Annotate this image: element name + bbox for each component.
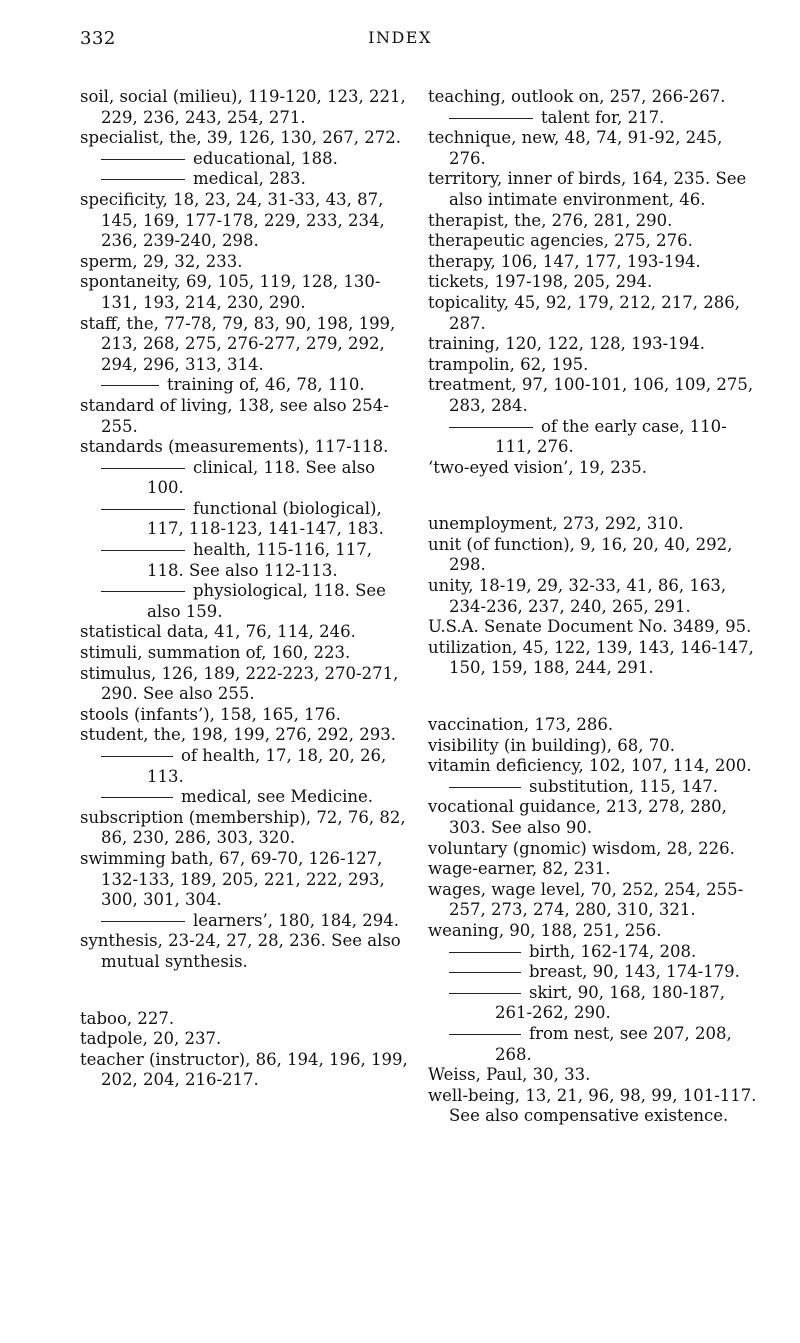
entry-text: tadpole, 20, 237.: [80, 1029, 222, 1049]
entry-text: breast, 90, 143, 174-179.: [529, 962, 740, 982]
entry-text: student, the, 198, 199, 276, 292, 293.: [80, 725, 396, 745]
index-subentry: [80, 499, 410, 540]
index-entry: [428, 880, 758, 921]
index-subentry: [428, 942, 758, 963]
repeat-dash: [101, 385, 159, 386]
repeat-dash: [101, 550, 185, 551]
index-subentry: [80, 581, 410, 622]
repeat-dash: [101, 756, 173, 757]
entry-text: U.S.A. Senate Document No. 3489, 95.: [428, 617, 752, 637]
entry-text: stimulus, 126, 189, 222-223, 270-271, 290. See also 255.: [80, 663, 399, 704]
entry-text: standard of living, 138, see also 254-255.: [80, 395, 389, 436]
entry-text: voluntary (gnomic) wisdom, 28, 226.: [428, 838, 735, 858]
entry-text: talent for, 217.: [541, 107, 665, 127]
entry-text: functional (biological), 117, 118-123, 141-147, 183.: [147, 498, 384, 539]
entry-text: utilization, 45, 122, 139, 143, 146-147, 150, 159, 188, 244, 291.: [428, 637, 754, 678]
index-subentry: [80, 375, 410, 396]
index-entry: [428, 1086, 758, 1127]
entry-text: educational, 188.: [193, 148, 338, 168]
entry-text: medical, 283.: [193, 169, 306, 189]
entry-text: specialist, the, 39, 126, 130, 267, 272.: [80, 128, 401, 148]
repeat-dash: [449, 427, 533, 428]
index-entry: [428, 839, 758, 860]
repeat-dash: [449, 993, 521, 994]
index-entry: [428, 756, 758, 777]
entry-text: wage-earner, 82, 231.: [428, 859, 611, 879]
index-entry: [80, 190, 410, 252]
entry-text: unity, 18-19, 29, 32-33, 41, 86, 163, 234-236, 237, 240, 265, 291.: [428, 576, 727, 616]
index-subentry: [428, 777, 758, 798]
entry-text: training of, 46, 78, 110.: [167, 375, 365, 395]
index-entry: [428, 458, 758, 479]
index-subentry: [428, 417, 758, 458]
page-header: [0, 28, 800, 58]
entry-text: vocational guidance, 213, 278, 280, 303. See also 90.: [428, 797, 727, 837]
entry-text: of the early case, 110-111, 276.: [495, 416, 727, 457]
index-subentry: [80, 149, 410, 170]
repeat-dash: [449, 972, 521, 973]
entry-text: well-being, 13, 21, 96, 98, 99, 101-117. See also compensative existence.: [428, 1085, 757, 1126]
index-entry: [80, 272, 410, 313]
entry-text: swimming bath, 67, 69-70, 126-127, 132-133, 189, 205, 221, 222, 293, 300, 301, 304.: [80, 848, 385, 910]
entry-text: weaning, 90, 188, 251, 256.: [428, 920, 662, 940]
entry-text: subscription (membership), 72, 76, 82, 86, 230, 286, 303, 320.: [80, 807, 406, 848]
index-subentry: [428, 108, 758, 129]
repeat-dash: [101, 159, 185, 160]
index-subentry: [80, 458, 410, 499]
index-entry: [428, 638, 758, 679]
index-subentry: [80, 169, 410, 190]
index-entry: [80, 252, 410, 273]
index-entry: [428, 231, 758, 252]
repeat-dash: [101, 509, 185, 510]
index-entry: [80, 1050, 410, 1091]
index-entry: [428, 736, 758, 757]
entry-text: unit (of function), 9, 16, 20, 40, 292, 298.: [428, 534, 733, 575]
entry-text: vitamin deficiency, 102, 107, 114, 200.: [428, 756, 752, 776]
index-entry: [428, 169, 758, 210]
entry-text: tickets, 197-198, 205, 294.: [428, 272, 653, 292]
index-entry: [428, 921, 758, 942]
entry-text: of health, 17, 18, 20, 26, 113.: [147, 746, 387, 786]
index-entry: [80, 664, 410, 705]
repeat-dash: [101, 179, 185, 180]
index-entry: [80, 808, 410, 849]
repeat-dash: [449, 118, 533, 119]
index-entry: [80, 705, 410, 726]
repeat-dash: [449, 787, 521, 788]
index-entry: [80, 622, 410, 643]
entry-text: medical, see Medicine.: [181, 787, 373, 807]
index-entry: [428, 87, 758, 108]
entry-text: taboo, 227.: [80, 1008, 175, 1028]
entry-text: birth, 162-174, 208.: [529, 941, 697, 961]
index-subentry: [80, 911, 410, 932]
entry-text: clinical, 118. See also 100.: [147, 457, 376, 498]
index-entry: [428, 252, 758, 273]
entry-text: stimuli, summation of, 160, 223.: [80, 643, 351, 663]
entry-text: unemployment, 273, 292, 310.: [428, 514, 684, 534]
index-entry: [80, 87, 410, 128]
entry-text: skirt, 90, 168, 180-187, 261-262, 290.: [495, 982, 726, 1023]
index-entry: [80, 725, 410, 746]
index-entry: [428, 535, 758, 576]
index-subentry: [80, 787, 410, 808]
index-column-right: [428, 87, 758, 1127]
index-entry: [428, 576, 758, 617]
index-column-left: [80, 87, 410, 1091]
index-entry: [428, 797, 758, 838]
entry-text: therapeutic agencies, 275, 276.: [428, 231, 693, 251]
index-entry: [80, 396, 410, 437]
repeat-dash: [449, 1034, 521, 1035]
index-entry: [428, 272, 758, 293]
entry-text: vaccination, 173, 286.: [428, 715, 614, 735]
index-entry: [80, 437, 410, 458]
section-gap: [80, 973, 410, 1009]
section-gap: [428, 478, 758, 514]
index-entry: [428, 334, 758, 355]
entry-text: physiological, 118. See also 159.: [147, 581, 386, 621]
entry-text: ‘two-eyed vision’, 19, 235.: [428, 457, 648, 477]
entry-text: wages, wage level, 70, 252, 254, 255-257, 273, 274, 280, 310, 321.: [428, 879, 744, 920]
entry-text: specificity, 18, 23, 24, 31-33, 43, 87, 145, 169, 177-178, 229, 233, 234, 236, 239-240, 298.: [80, 189, 385, 251]
section-gap: [428, 679, 758, 715]
entry-text: spontaneity, 69, 105, 119, 128, 130-131, 193, 214, 230, 290.: [80, 272, 381, 312]
entry-text: staff, the, 77-78, 79, 83, 90, 198, 199, 213, 268, 275, 276-277, 279, 292, 294, 296, 313, 314.: [80, 313, 396, 374]
entry-text: technique, new, 48, 74, 91-92, 245, 276.: [428, 128, 723, 168]
entry-text: learners’, 180, 184, 294.: [193, 910, 399, 930]
entry-text: territory, inner of birds, 164, 235. See also intimate environment, 46.: [428, 169, 747, 209]
index-subentry: [428, 1024, 758, 1065]
index-entry: [428, 375, 758, 416]
index-entry: [428, 211, 758, 232]
entry-text: Weiss, Paul, 30, 33.: [428, 1065, 591, 1085]
index-entry: [80, 849, 410, 911]
index-entry: [80, 931, 410, 972]
entry-text: therapy, 106, 147, 177, 193-194.: [428, 251, 701, 271]
entry-text: health, 115-116, 117, 118. See also 112-113.: [147, 540, 373, 580]
entry-text: from nest, see 207, 208, 268.: [495, 1023, 732, 1064]
page-number: 332: [80, 28, 116, 49]
index-subentry: [80, 746, 410, 787]
index-subentry: [428, 983, 758, 1024]
index-subentry: [80, 540, 410, 581]
repeat-dash: [449, 952, 521, 953]
repeat-dash: [101, 591, 185, 592]
index-entry: [80, 1009, 410, 1030]
repeat-dash: [101, 468, 185, 469]
index-entry: [428, 355, 758, 376]
index-entry: [428, 293, 758, 334]
entry-text: standards (measurements), 117-118.: [80, 437, 389, 457]
entry-text: topicality, 45, 92, 179, 212, 217, 286, 287.: [428, 292, 740, 333]
entry-text: visibility (in building), 68, 70.: [428, 735, 675, 755]
index-subentry: [428, 962, 758, 983]
index-entry: [80, 128, 410, 149]
entry-text: teacher (instructor), 86, 194, 196, 199, 202, 204, 216-217.: [80, 1049, 408, 1090]
index-entry: [428, 128, 758, 169]
index-entry: [428, 859, 758, 880]
entry-text: soil, social (milieu), 119-120, 123, 221, 229, 236, 243, 254, 271.: [80, 87, 406, 127]
index-entry: [428, 1065, 758, 1086]
repeat-dash: [101, 797, 173, 798]
entry-text: synthesis, 23-24, 27, 28, 236. See also mutual synthesis.: [80, 931, 401, 971]
index-entry: [80, 314, 410, 376]
entry-text: sperm, 29, 32, 233.: [80, 251, 243, 271]
index-entry: [428, 617, 758, 638]
entry-text: training, 120, 122, 128, 193-194.: [428, 334, 705, 354]
entry-text: treatment, 97, 100-101, 106, 109, 275, 283, 284.: [428, 375, 754, 415]
running-head: INDEX: [368, 28, 432, 47]
index-entry: [80, 643, 410, 664]
repeat-dash: [101, 921, 185, 922]
entry-text: stools (infants’), 158, 165, 176.: [80, 704, 341, 724]
entry-text: teaching, outlook on, 257, 266-267.: [428, 87, 726, 106]
entry-text: trampolin, 62, 195.: [428, 354, 589, 374]
entry-text: statistical data, 41, 76, 114, 246.: [80, 622, 356, 642]
index-entry: [428, 715, 758, 736]
index-entry: [428, 514, 758, 535]
entry-text: therapist, the, 276, 281, 290.: [428, 210, 673, 230]
index-entry: [80, 1029, 410, 1050]
entry-text: substitution, 115, 147.: [529, 776, 718, 796]
